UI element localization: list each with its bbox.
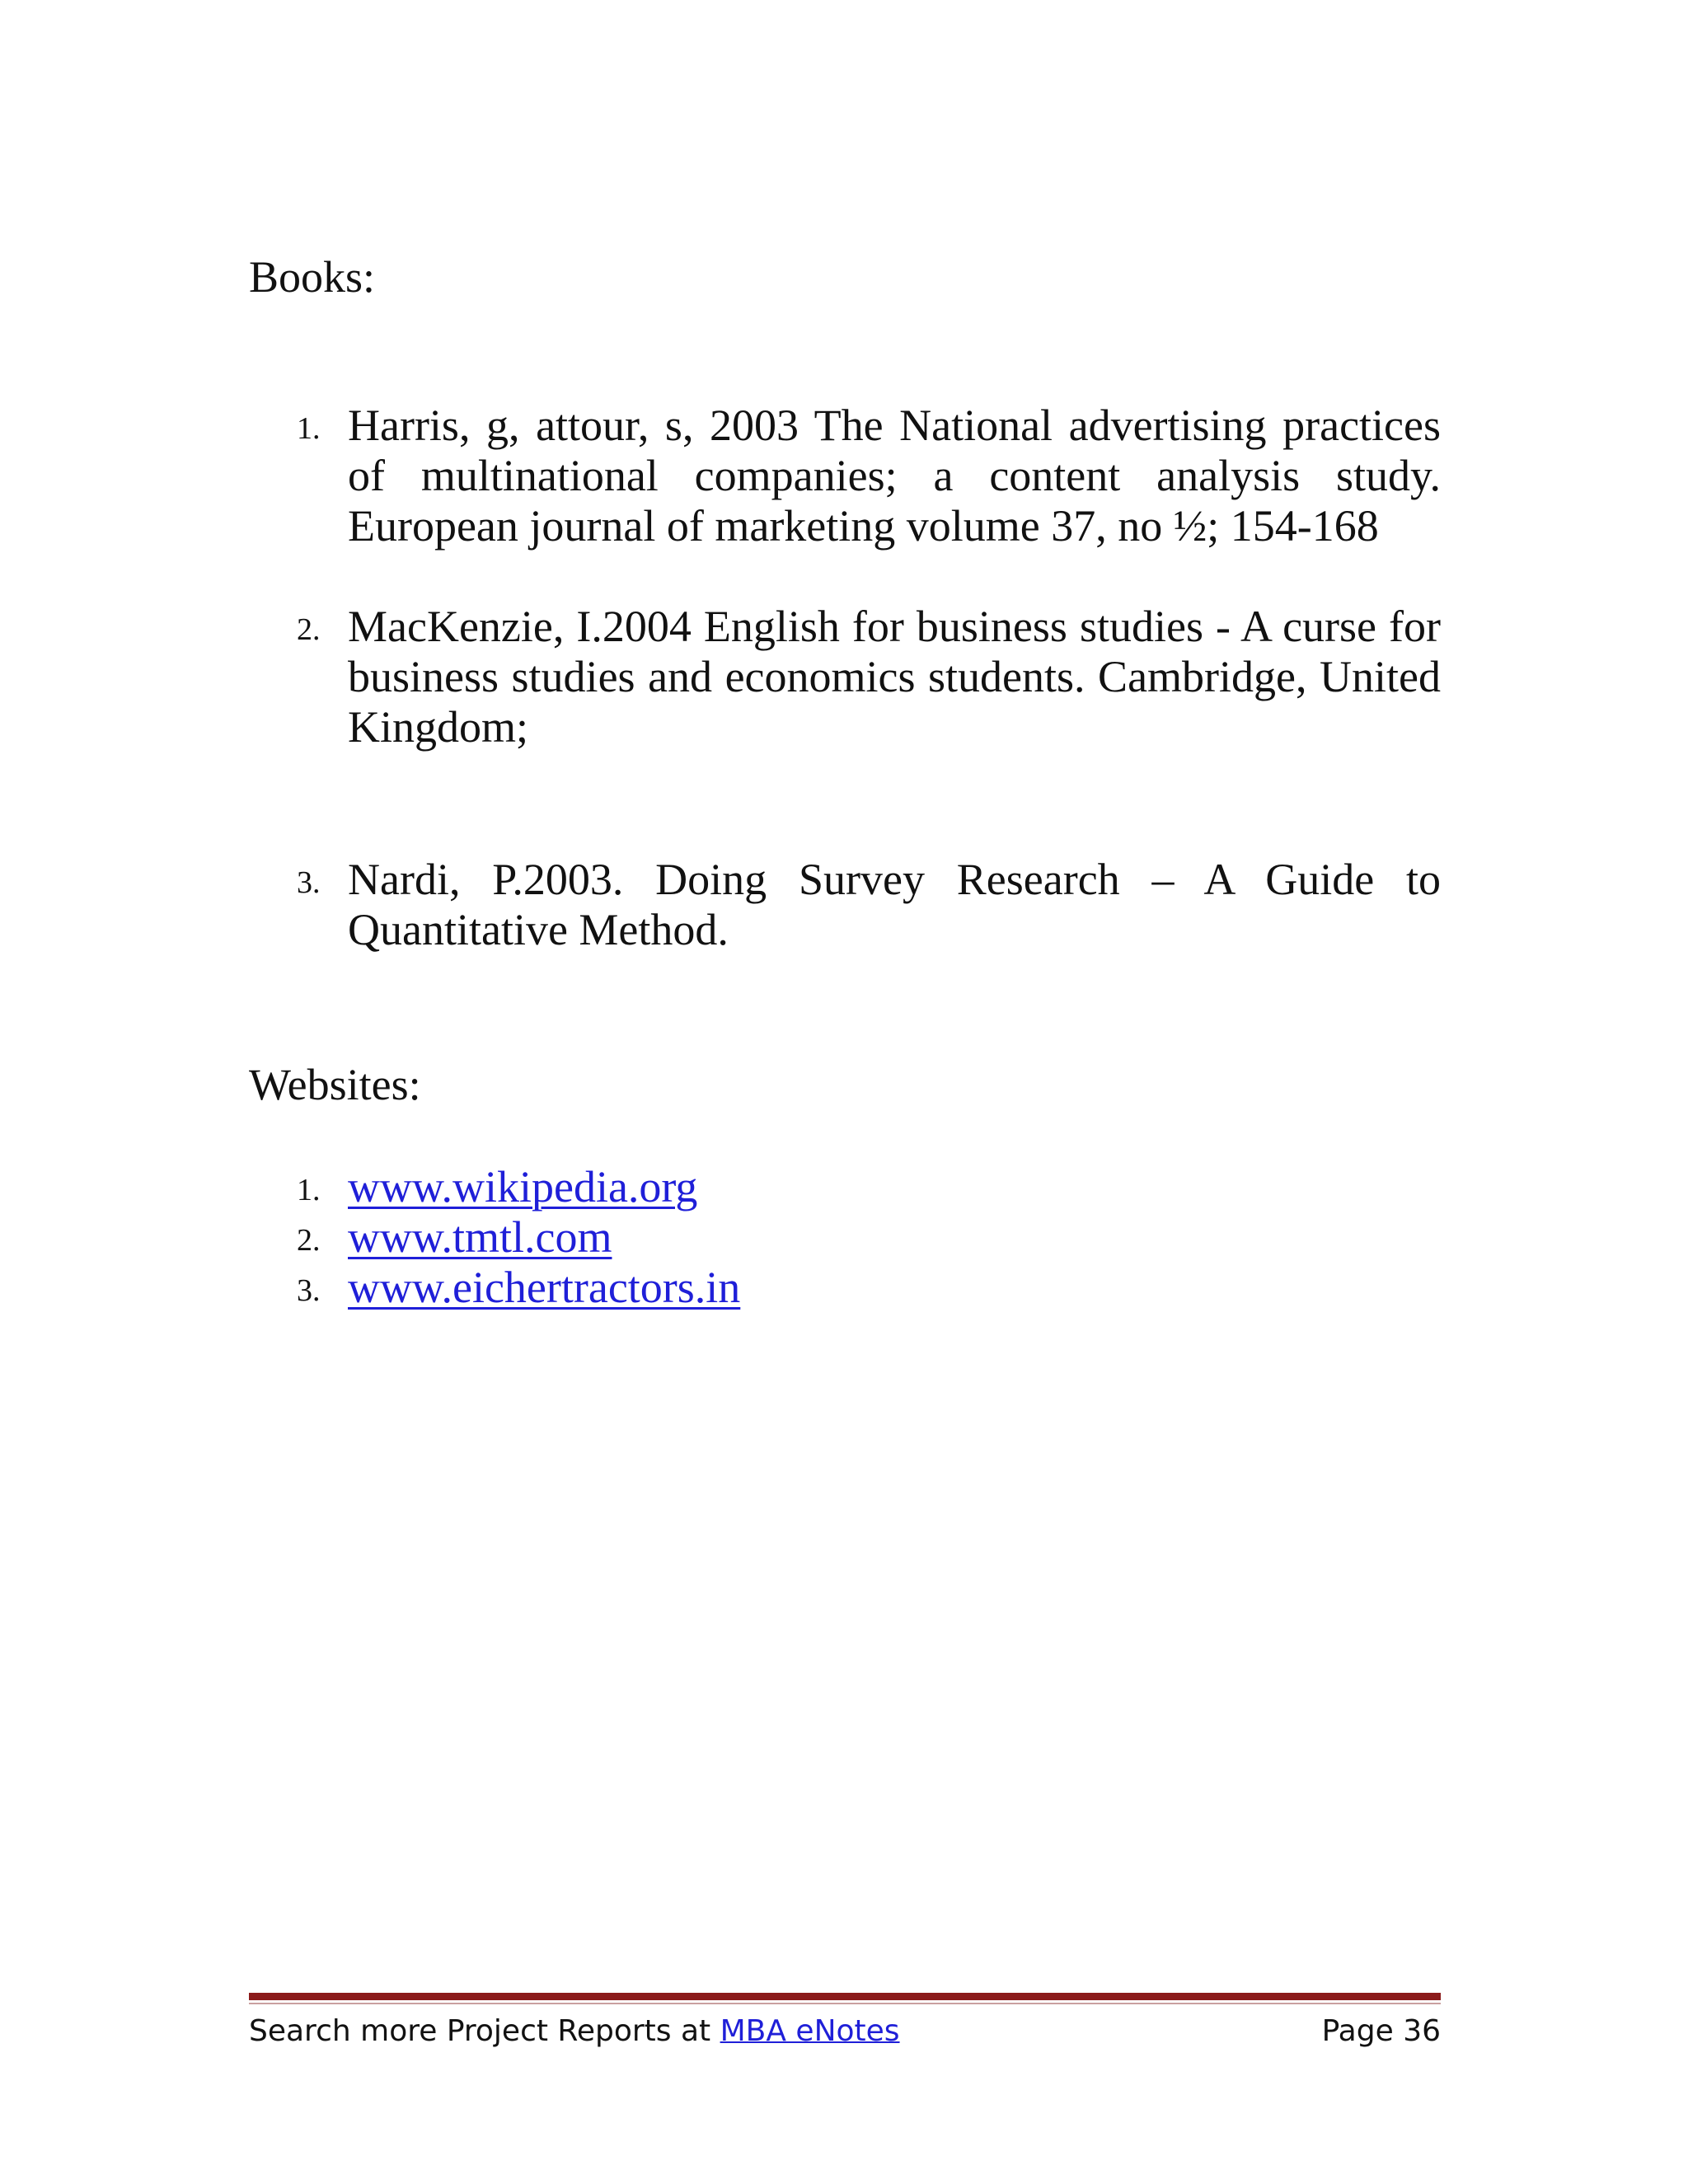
list-number: 1.: [297, 1173, 321, 1207]
page-number: Page 36: [1321, 2014, 1441, 2048]
footer-rule: [249, 1993, 1441, 2000]
books-heading: Books:: [249, 252, 376, 302]
footer-rule-thin: [249, 2003, 1441, 2004]
website-link-eichertractors[interactable]: www.eichertractors.in: [348, 1263, 741, 1312]
footer-link-mba-enotes[interactable]: MBA eNotes: [720, 2014, 900, 2048]
list-number: 2.: [297, 612, 321, 647]
website-link-tmtl[interactable]: www.tmtl.com: [348, 1212, 612, 1262]
websites-heading: Websites:: [249, 1060, 421, 1109]
list-number: 3.: [297, 1273, 321, 1308]
book-reference-text: Harris, g, attour, s, 2003 The National advertising practices of multinational companies; a content analysis study. European journal of marketing volume 37, no ½; 154-168: [348, 401, 1441, 551]
book-reference-text: MacKenzie, I.2004 English for business studies - A curse for business studies and economics students. Cambridge, United Kingdom;: [348, 602, 1441, 752]
page-footer: [249, 2007, 1441, 2056]
list-number: 2.: [297, 1223, 321, 1258]
book-reference-text: Nardi, P.2003. Doing Survey Research – A Guide to Quantitative Method.: [348, 855, 1441, 954]
list-number: 3.: [297, 865, 321, 900]
website-link-wikipedia[interactable]: www.wikipedia.org: [348, 1162, 698, 1212]
footer-text: Search more Project Reports at: [249, 2014, 720, 2048]
footer-left: [249, 2007, 900, 2056]
list-number: 1.: [297, 411, 321, 446]
